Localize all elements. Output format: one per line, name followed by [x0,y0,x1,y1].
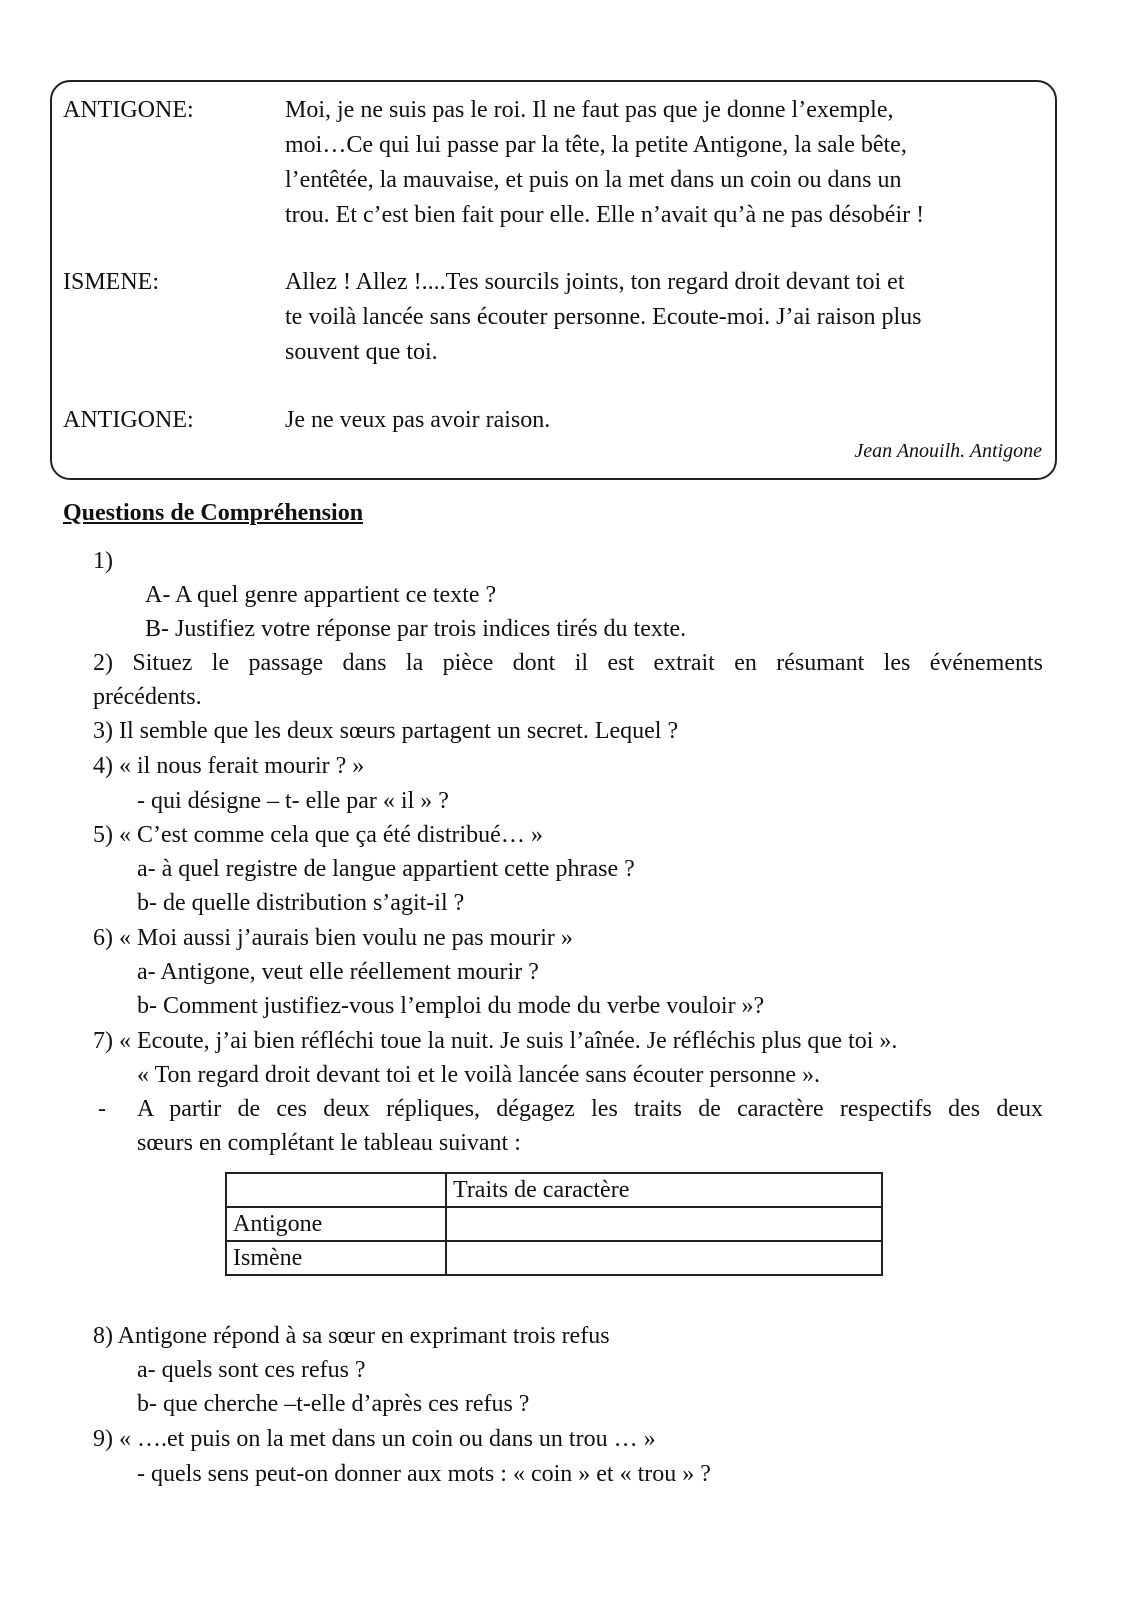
question-line: - quels sens peut-on donner aux mots : « coin » et « trou » ? [137,1461,711,1487]
question-line: a- à quel registre de langue appartient cette phrase ? [137,856,635,882]
speech-line: moi…Ce qui lui passe par la tête, la petite Antigone, la sale bête, [285,132,907,158]
question-line: 4) « il nous ferait mourir ? » [93,753,365,779]
question-line: 6) « Moi aussi j’aurais bien voulu ne pas mourir » [93,925,573,951]
question-line: a- Antigone, veut elle réellement mourir ? [137,959,539,985]
section-heading: Questions de Compréhension [63,500,364,526]
speech-line: Allez ! Allez !....Tes sourcils joints, ton regard droit devant toi et [285,269,905,295]
table-cell [226,1173,446,1207]
question-line: A- A quel genre appartient ce texte ? [145,582,497,608]
question-line: 9) « ….et puis on la met dans un coin ou dans un trou … » [93,1426,656,1452]
question-line: B- Justifiez votre réponse par trois indices tirés du texte. [145,616,687,642]
question-line: - qui désigne – t- elle par « il » ? [137,788,449,814]
question-line: 8) Antigone répond à sa sœur en exprimant trois refus [93,1323,610,1349]
table-row [226,1241,882,1275]
bullet-dash: - [98,1096,106,1122]
question-line: b- que cherche –t-elle d’après ces refus ? [137,1391,530,1417]
speaker-label: ANTIGONE: [63,97,194,123]
question-line: b- de quelle distribution s’agit-il ? [137,890,465,916]
question-line: 5) « C’est comme cela que ça été distribué… » [93,822,543,848]
question-line: 1) [93,548,113,574]
question-line: précédents. [93,684,202,710]
question-line: 3) Il semble que les deux sœurs partagent un secret. Lequel ? [93,718,679,744]
table-row [226,1207,882,1241]
speech-line: Je ne veux pas avoir raison. [285,407,551,433]
speech-line: Moi, je ne suis pas le roi. Il ne faut pas que je donne l’exemple, [285,97,894,123]
character-traits-table [225,1172,883,1276]
table-cell: Ismène [226,1241,446,1275]
question-line: b- Comment justifiez-vous l’emploi du mode du verbe vouloir »? [137,993,765,1019]
question-line: « Ton regard droit devant toi et le voilà lancée sans écouter personne ». [137,1062,820,1088]
citation: Jean Anouilh. Antigone [854,440,1042,462]
speaker-label: ISMENE: [63,269,159,295]
question-line: 7) « Ecoute, j’ai bien réfléchi toue la nuit. Je suis l’aînée. Je réfléchis plus que toi ». [93,1028,898,1054]
question-line: sœurs en complétant le tableau suivant : [137,1130,521,1156]
table-header-row [226,1173,882,1207]
table-cell-blank[interactable] [446,1207,882,1241]
speech-line: l’entêtée, la mauvaise, et puis on la met dans un coin ou dans un [285,167,902,193]
question-line: A partir de ces deux répliques, dégagez les traits de caractère respectifs des deux [137,1096,1043,1122]
table-header-cell: Traits de caractère [446,1173,882,1207]
question-line: 2) Situez le passage dans la pièce dont il est extrait en résumant les événements [93,650,1043,676]
speech-line: trou. Et c’est bien fait pour elle. Elle n’avait qu’à ne pas désobéir ! [285,202,925,228]
speaker-label: ANTIGONE: [63,407,194,433]
table-cell: Antigone [226,1207,446,1241]
question-line: a- quels sont ces refus ? [137,1357,366,1383]
speech-line: te voilà lancée sans écouter personne. Ecoute-moi. J’ai raison plus [285,304,922,330]
speech-line: souvent que toi. [285,339,438,365]
table-cell-blank[interactable] [446,1241,882,1275]
